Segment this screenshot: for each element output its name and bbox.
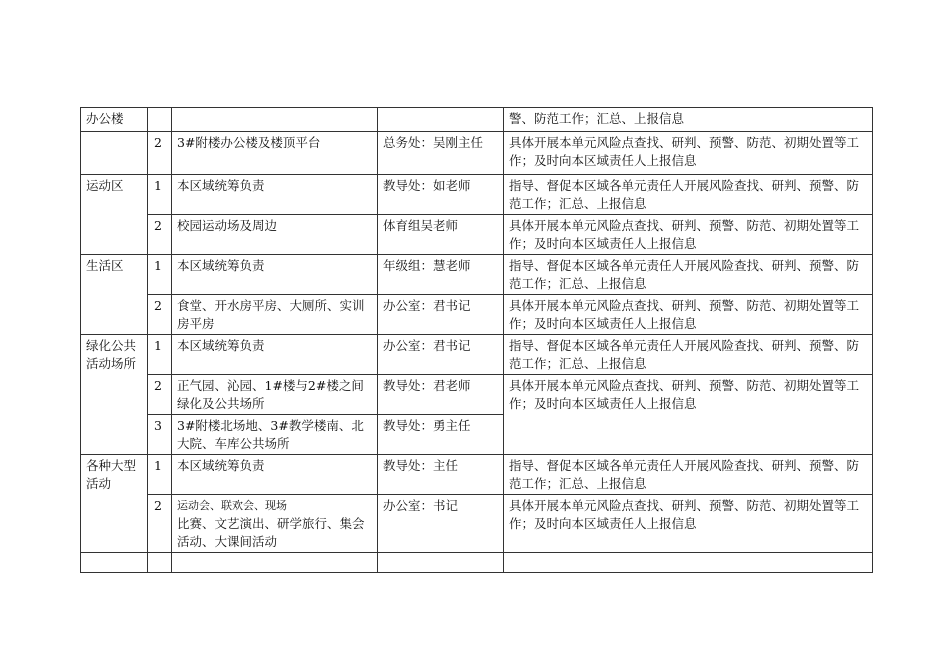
table-row [81,255,873,295]
duty-cell: 警、防范工作；汇总、上报信息 [504,108,873,132]
location-cell: 本区域统筹负责 [172,455,378,495]
duty-cell: 具体开展本单元风险点查找、研判、预警、防范、初期处置等工作；及时向本区域责任人上报信息 [504,295,873,335]
person-cell: 体育组吴老师 [378,215,504,255]
person-cell: 教导处：勇主任 [378,415,504,455]
area-cell: 运动区 [81,175,148,255]
responsibility-table [80,107,873,573]
location-text: 比赛、文艺演出、研学旅行、集会活动、大课间活动 [177,516,365,549]
person-cell: 年级组：慧老师 [378,255,504,295]
area-cell: 绿化公共活动场所 [81,335,148,455]
number-cell: 2 [148,215,172,255]
table-row [81,455,873,495]
table-row [81,132,873,175]
location-cell [172,495,378,553]
number-cell [148,108,172,132]
empty-cell [81,553,148,573]
person-cell: 总务处：吴刚主任 [378,132,504,175]
duty-cell: 指导、督促本区域各单元责任人开展风险查找、研判、预警、防范工作；汇总、上报信息 [504,175,873,215]
table-row-empty [81,553,873,573]
number-cell: 2 [148,132,172,175]
number-cell: 1 [148,175,172,215]
table-row [81,295,873,335]
duty-cell: 指导、督促本区域各单元责任人开展风险查找、研判、预警、防范工作；汇总、上报信息 [504,335,873,375]
area-cell: 生活区 [81,255,148,335]
location-cell: 本区域统筹负责 [172,175,378,215]
person-cell: 教导处：如老师 [378,175,504,215]
location-cell: 本区域统筹负责 [172,255,378,295]
empty-cell [378,553,504,573]
person-cell: 教导处：主任 [378,455,504,495]
empty-cell [504,553,873,573]
number-cell: 1 [148,255,172,295]
person-cell: 教导处：君老师 [378,375,504,415]
duty-cell: 具体开展本单元风险点查找、研判、预警、防范、初期处置等工作；及时向本区域责任人上报信息 [504,215,873,255]
number-cell: 2 [148,495,172,553]
number-cell: 3 [148,415,172,455]
person-cell: 办公室：君书记 [378,295,504,335]
duty-cell: 具体开展本单元风险点查找、研判、预警、防范、初期处置等工作；及时向本区域责任人上报信息 [504,495,873,553]
duty-cell: 指导、督促本区域各单元责任人开展风险查找、研判、预警、防范工作；汇总、上报信息 [504,455,873,495]
location-cell: 食堂、开水房平房、大厕所、实训房平房 [172,295,378,335]
area-cell: 办公楼 [81,108,148,132]
location-cell: 3#附楼办公楼及楼顶平台 [172,132,378,175]
table-row [81,375,873,415]
person-cell: 办公室：君书记 [378,335,504,375]
person-cell: 办公室：书记 [378,495,504,553]
empty-cell [172,553,378,573]
location-cell: 本区域统筹负责 [172,335,378,375]
table-row [81,495,873,553]
duty-cell: 具体开展本单元风险点查找、研判、预警、防范、初期处置等工作；及时向本区域责任人上报信息 [504,375,873,455]
area-cell [81,132,148,175]
location-cell: 正气园、沁园、1#楼与2#楼之间绿化及公共场所 [172,375,378,415]
location-cell: 校园运动场及周边 [172,215,378,255]
area-cell: 各种大型活动 [81,455,148,553]
location-small-text: 运动会、联欢会、现场 [177,499,287,512]
location-cell [172,108,378,132]
number-cell: 1 [148,335,172,375]
person-cell [378,108,504,132]
duty-cell: 指导、督促本区域各单元责任人开展风险查找、研判、预警、防范工作；汇总、上报信息 [504,255,873,295]
number-cell: 1 [148,455,172,495]
number-cell: 2 [148,375,172,415]
table-row [81,108,873,132]
duty-cell: 具体开展本单元风险点查找、研判、预警、防范、初期处置等工作；及时向本区域责任人上报信息 [504,132,873,175]
location-cell: 3#附楼北场地、3#教学楼南、北大院、车库公共场所 [172,415,378,455]
empty-cell [148,553,172,573]
table-row [81,335,873,375]
number-cell: 2 [148,295,172,335]
table-row [81,215,873,255]
table-row [81,175,873,215]
